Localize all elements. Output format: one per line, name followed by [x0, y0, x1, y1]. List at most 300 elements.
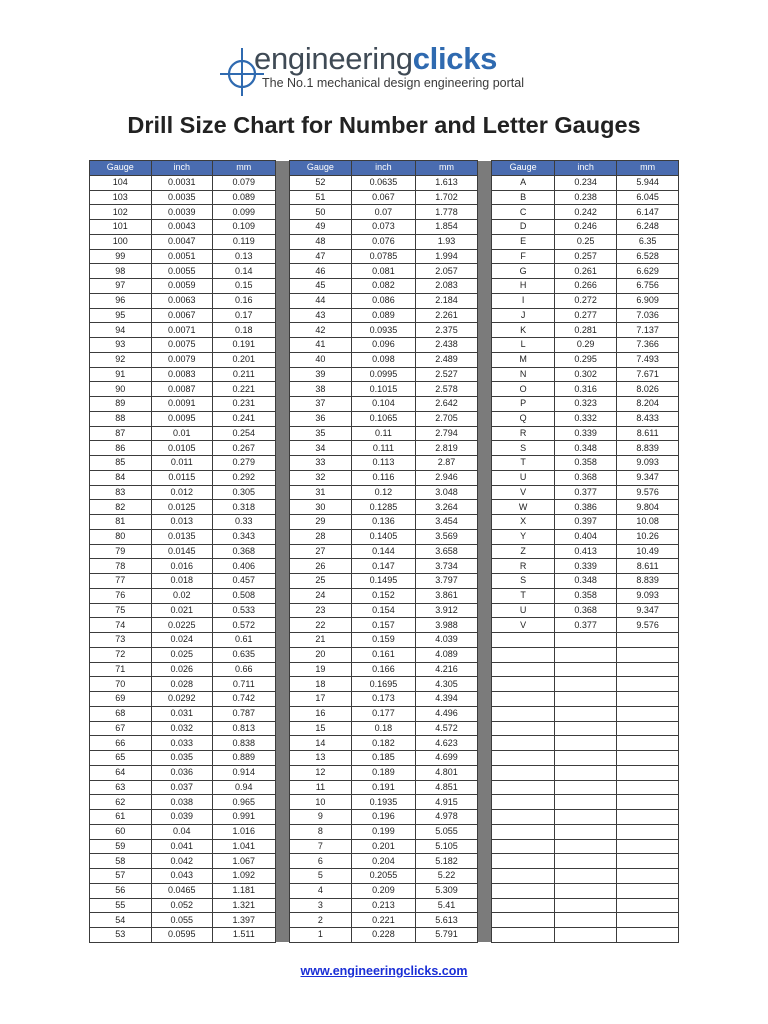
cell-mm: 10.49 — [617, 544, 679, 559]
cell-inch: 0.012 — [151, 485, 213, 500]
cell-mm: 0.17 — [213, 308, 276, 323]
cell-inch: 0.0095 — [151, 411, 213, 426]
cell-inch: 0.221 — [352, 913, 416, 928]
cell-mm: 0.079 — [213, 175, 276, 190]
cell-mm: 1.854 — [415, 220, 478, 235]
column-separator — [478, 780, 492, 795]
cell-mm — [617, 677, 679, 692]
cell-mm: 0.813 — [213, 721, 276, 736]
cell-gauge: 58 — [90, 854, 152, 869]
column-separator — [478, 736, 492, 751]
cell-gauge: 5 — [289, 869, 352, 884]
cell-inch: 0.111 — [352, 441, 416, 456]
cell-mm: 0.089 — [213, 190, 276, 205]
cell-mm — [617, 706, 679, 721]
cell-inch: 0.386 — [554, 500, 617, 515]
column-separator — [275, 913, 289, 928]
column-separator — [478, 411, 492, 426]
cell-inch: 0.0935 — [352, 323, 416, 338]
cell-mm: 0.533 — [213, 603, 276, 618]
table-row — [90, 574, 679, 589]
cell-inch: 0.348 — [554, 574, 617, 589]
cell-inch: 0.302 — [554, 367, 617, 382]
cell-gauge: R — [492, 559, 555, 574]
cell-mm: 0.18 — [213, 323, 276, 338]
cell-gauge: J — [492, 308, 555, 323]
cell-inch — [554, 692, 617, 707]
cell-inch — [554, 780, 617, 795]
cell-inch: 0.067 — [352, 190, 416, 205]
cell-mm: 9.093 — [617, 588, 679, 603]
cell-inch: 0.177 — [352, 706, 416, 721]
cell-inch: 0.082 — [352, 279, 416, 294]
cell-gauge: 11 — [289, 780, 352, 795]
cell-inch: 0.234 — [554, 175, 617, 190]
cell-mm — [617, 795, 679, 810]
cell-gauge: 34 — [289, 441, 352, 456]
table-row — [90, 751, 679, 766]
cell-gauge — [492, 913, 555, 928]
cell-gauge: 15 — [289, 721, 352, 736]
column-separator — [275, 352, 289, 367]
cell-inch: 0.0031 — [151, 175, 213, 190]
cell-inch: 0.018 — [151, 574, 213, 589]
column-separator — [478, 190, 492, 205]
column-separator — [478, 279, 492, 294]
cell-inch: 0.1935 — [352, 795, 416, 810]
table-row — [90, 367, 679, 382]
column-separator — [275, 161, 289, 176]
cell-gauge: 92 — [90, 352, 152, 367]
cell-mm: 2.946 — [415, 470, 478, 485]
column-separator — [478, 397, 492, 412]
cell-inch: 0.166 — [352, 662, 416, 677]
column-header-mm: mm — [213, 161, 276, 176]
column-separator — [275, 633, 289, 648]
column-separator — [275, 249, 289, 264]
cell-gauge: C — [492, 205, 555, 220]
cell-mm: 5.182 — [415, 854, 478, 869]
cell-inch: 0.377 — [554, 485, 617, 500]
column-separator — [275, 529, 289, 544]
cell-gauge — [492, 662, 555, 677]
column-separator — [275, 485, 289, 500]
cell-gauge: 71 — [90, 662, 152, 677]
cell-gauge: 3 — [289, 898, 352, 913]
cell-inch: 0.1065 — [352, 411, 416, 426]
cell-gauge: 46 — [289, 264, 352, 279]
cell-gauge: 97 — [90, 279, 152, 294]
cell-gauge — [492, 883, 555, 898]
cell-inch — [554, 928, 617, 943]
cell-mm: 0.119 — [213, 234, 276, 249]
column-separator — [478, 293, 492, 308]
cell-mm: 0.292 — [213, 470, 276, 485]
cell-gauge: 76 — [90, 588, 152, 603]
cell-mm: 4.089 — [415, 647, 478, 662]
cell-mm: 0.241 — [213, 411, 276, 426]
cell-inch: 0.0115 — [151, 470, 213, 485]
cell-mm: 0.742 — [213, 692, 276, 707]
cell-inch: 0.0055 — [151, 264, 213, 279]
cell-inch: 0.0079 — [151, 352, 213, 367]
cell-inch: 0.281 — [554, 323, 617, 338]
table-row — [90, 647, 679, 662]
cell-mm: 8.839 — [617, 441, 679, 456]
cell-gauge: 93 — [90, 338, 152, 353]
column-separator — [478, 898, 492, 913]
cell-gauge: 81 — [90, 515, 152, 530]
cell-mm: 0.61 — [213, 633, 276, 648]
cell-mm: 4.801 — [415, 765, 478, 780]
cell-gauge: 39 — [289, 367, 352, 382]
cell-inch: 0.037 — [151, 780, 213, 795]
cell-gauge — [492, 751, 555, 766]
cell-mm: 6.35 — [617, 234, 679, 249]
cell-gauge: 99 — [90, 249, 152, 264]
table-row — [90, 500, 679, 515]
table-row — [90, 544, 679, 559]
table-row — [90, 515, 679, 530]
table-row — [90, 279, 679, 294]
table-row — [90, 426, 679, 441]
column-separator — [478, 810, 492, 825]
cell-gauge: 12 — [289, 765, 352, 780]
cell-mm — [617, 736, 679, 751]
cell-mm: 0.343 — [213, 529, 276, 544]
cell-mm: 3.264 — [415, 500, 478, 515]
logo-word-engineering: engineering — [254, 41, 413, 76]
cell-mm — [617, 647, 679, 662]
column-separator — [478, 721, 492, 736]
cell-mm: 8.026 — [617, 382, 679, 397]
cell-mm: 0.838 — [213, 736, 276, 751]
cell-inch: 0.0063 — [151, 293, 213, 308]
cell-mm: 2.083 — [415, 279, 478, 294]
cell-gauge: K — [492, 323, 555, 338]
cell-inch: 0.073 — [352, 220, 416, 235]
cell-mm: 0.191 — [213, 338, 276, 353]
cell-mm: 5.105 — [415, 839, 478, 854]
cell-gauge: 16 — [289, 706, 352, 721]
cell-mm: 2.87 — [415, 456, 478, 471]
column-separator — [478, 869, 492, 884]
cell-gauge: M — [492, 352, 555, 367]
cell-mm: 7.137 — [617, 323, 679, 338]
cell-inch: 0.02 — [151, 588, 213, 603]
cell-gauge: U — [492, 470, 555, 485]
cell-gauge: 56 — [90, 883, 152, 898]
cell-mm: 2.527 — [415, 367, 478, 382]
cell-gauge: 45 — [289, 279, 352, 294]
cell-gauge: 35 — [289, 426, 352, 441]
cell-mm — [617, 751, 679, 766]
cell-gauge: O — [492, 382, 555, 397]
cell-inch — [554, 721, 617, 736]
cell-inch: 0.199 — [352, 824, 416, 839]
cell-inch: 0.0091 — [151, 397, 213, 412]
cell-inch — [554, 898, 617, 913]
cell-mm: 6.045 — [617, 190, 679, 205]
cell-inch: 0.0595 — [151, 928, 213, 943]
cell-mm: 1.321 — [213, 898, 276, 913]
table-row — [90, 839, 679, 854]
cell-gauge: 53 — [90, 928, 152, 943]
column-separator — [275, 515, 289, 530]
column-separator — [275, 293, 289, 308]
cell-inch: 0.182 — [352, 736, 416, 751]
cell-gauge — [492, 765, 555, 780]
column-separator — [275, 470, 289, 485]
logo-word-clicks: clicks — [412, 41, 498, 76]
cell-gauge: 95 — [90, 308, 152, 323]
column-separator — [478, 382, 492, 397]
table-row — [90, 382, 679, 397]
cell-inch: 0.0105 — [151, 441, 213, 456]
cell-mm: 3.861 — [415, 588, 478, 603]
cell-gauge: 78 — [90, 559, 152, 574]
table-row — [90, 411, 679, 426]
column-separator — [275, 692, 289, 707]
cell-inch: 0.04 — [151, 824, 213, 839]
cell-gauge: 68 — [90, 706, 152, 721]
cell-mm — [617, 824, 679, 839]
table-row — [90, 898, 679, 913]
page-title: Drill Size Chart for Number and Letter Gauges — [127, 112, 641, 138]
column-separator — [275, 574, 289, 589]
cell-inch: 0.173 — [352, 692, 416, 707]
table-row — [90, 633, 679, 648]
table-row — [90, 338, 679, 353]
cell-inch: 0.089 — [352, 308, 416, 323]
column-separator — [478, 883, 492, 898]
table-row — [90, 736, 679, 751]
table-row — [90, 692, 679, 707]
cell-inch: 0.261 — [554, 264, 617, 279]
cell-mm: 7.671 — [617, 367, 679, 382]
cell-gauge: 60 — [90, 824, 152, 839]
cell-gauge — [492, 780, 555, 795]
cell-gauge: R — [492, 426, 555, 441]
cell-mm: 3.734 — [415, 559, 478, 574]
cell-gauge: G — [492, 264, 555, 279]
cell-mm: 3.454 — [415, 515, 478, 530]
cell-inch: 0.0059 — [151, 279, 213, 294]
cell-inch: 0.052 — [151, 898, 213, 913]
table-row — [90, 441, 679, 456]
column-separator — [275, 426, 289, 441]
column-header-inch: inch — [352, 161, 416, 176]
cell-inch: 0.161 — [352, 647, 416, 662]
cell-mm: 2.642 — [415, 397, 478, 412]
cell-gauge: S — [492, 574, 555, 589]
cell-gauge: 52 — [289, 175, 352, 190]
table-row — [90, 869, 679, 884]
column-separator — [478, 706, 492, 721]
footer — [0, 964, 768, 978]
cell-inch: 0.0087 — [151, 382, 213, 397]
column-header-gauge: Gauge — [492, 161, 555, 176]
cell-inch: 0.0292 — [151, 692, 213, 707]
cell-gauge: 63 — [90, 780, 152, 795]
cell-inch: 0.0135 — [151, 529, 213, 544]
cell-gauge: 104 — [90, 175, 152, 190]
cell-gauge — [492, 839, 555, 854]
cell-inch: 0.228 — [352, 928, 416, 943]
cell-mm: 1.511 — [213, 928, 276, 943]
footer-website-link[interactable]: www.engineeringclicks.com — [300, 964, 468, 978]
cell-gauge — [492, 795, 555, 810]
cell-inch: 0.377 — [554, 618, 617, 633]
cell-gauge: 32 — [289, 470, 352, 485]
cell-mm: 3.797 — [415, 574, 478, 589]
column-separator — [478, 529, 492, 544]
column-separator — [275, 588, 289, 603]
cell-mm: 9.576 — [617, 485, 679, 500]
cell-mm — [617, 839, 679, 854]
column-separator — [275, 706, 289, 721]
cell-gauge: 79 — [90, 544, 152, 559]
cell-mm: 4.915 — [415, 795, 478, 810]
cell-gauge: 96 — [90, 293, 152, 308]
cell-gauge: 36 — [289, 411, 352, 426]
cell-mm: 0.279 — [213, 456, 276, 471]
cell-mm: 6.248 — [617, 220, 679, 235]
cell-mm: 0.508 — [213, 588, 276, 603]
cell-inch — [554, 824, 617, 839]
cell-mm: 2.261 — [415, 308, 478, 323]
cell-gauge: 87 — [90, 426, 152, 441]
cell-gauge: 38 — [289, 382, 352, 397]
table-header — [90, 161, 679, 176]
column-separator — [478, 234, 492, 249]
column-separator — [478, 765, 492, 780]
cell-inch: 0.1405 — [352, 529, 416, 544]
table-row — [90, 352, 679, 367]
cell-gauge: N — [492, 367, 555, 382]
cell-inch: 0.12 — [352, 485, 416, 500]
drill-size-table — [89, 160, 679, 943]
cell-mm: 2.578 — [415, 382, 478, 397]
table-row — [90, 308, 679, 323]
cell-gauge: 26 — [289, 559, 352, 574]
table-row — [90, 810, 679, 825]
table-row — [90, 220, 679, 235]
cell-gauge: 80 — [90, 529, 152, 544]
cell-mm: 1.041 — [213, 839, 276, 854]
cell-mm: 2.375 — [415, 323, 478, 338]
cell-inch: 0.011 — [151, 456, 213, 471]
cell-mm: 2.794 — [415, 426, 478, 441]
table-row — [90, 205, 679, 220]
cell-gauge: 59 — [90, 839, 152, 854]
column-separator — [275, 559, 289, 574]
cell-mm: 0.635 — [213, 647, 276, 662]
column-separator — [275, 338, 289, 353]
cell-inch: 0.11 — [352, 426, 416, 441]
cell-gauge — [492, 706, 555, 721]
cell-inch — [554, 883, 617, 898]
cell-inch: 0.0071 — [151, 323, 213, 338]
cell-mm: 9.093 — [617, 456, 679, 471]
cell-mm: 7.366 — [617, 338, 679, 353]
cell-gauge: 31 — [289, 485, 352, 500]
column-separator — [478, 338, 492, 353]
column-separator — [275, 190, 289, 205]
cell-mm: 1.092 — [213, 869, 276, 884]
cell-gauge: 100 — [90, 234, 152, 249]
cell-mm: 4.851 — [415, 780, 478, 795]
cell-mm: 3.569 — [415, 529, 478, 544]
column-separator — [275, 500, 289, 515]
cell-mm: 7.036 — [617, 308, 679, 323]
cell-mm: 0.406 — [213, 559, 276, 574]
cell-mm: 4.305 — [415, 677, 478, 692]
column-header-gauge: Gauge — [289, 161, 352, 176]
column-separator — [275, 824, 289, 839]
column-separator — [478, 441, 492, 456]
table-row — [90, 780, 679, 795]
cell-inch: 0.18 — [352, 721, 416, 736]
cell-inch: 0.032 — [151, 721, 213, 736]
cell-mm: 2.438 — [415, 338, 478, 353]
cell-inch: 0.152 — [352, 588, 416, 603]
cell-gauge: B — [492, 190, 555, 205]
column-separator — [478, 692, 492, 707]
cell-gauge: T — [492, 456, 555, 471]
cell-mm: 6.147 — [617, 205, 679, 220]
cell-inch — [554, 677, 617, 692]
cell-gauge: 57 — [90, 869, 152, 884]
cell-mm: 0.368 — [213, 544, 276, 559]
cell-gauge — [492, 824, 555, 839]
cell-gauge: 66 — [90, 736, 152, 751]
table-row — [90, 928, 679, 943]
column-separator — [478, 588, 492, 603]
cell-mm: 8.611 — [617, 559, 679, 574]
cell-mm: 5.944 — [617, 175, 679, 190]
cell-mm: 5.41 — [415, 898, 478, 913]
table-row — [90, 456, 679, 471]
column-separator — [478, 323, 492, 338]
column-separator — [478, 161, 492, 176]
cell-inch: 0.0067 — [151, 308, 213, 323]
cell-mm — [617, 692, 679, 707]
cell-mm — [617, 869, 679, 884]
column-separator — [275, 367, 289, 382]
cell-inch: 0.076 — [352, 234, 416, 249]
cell-mm — [617, 883, 679, 898]
cell-gauge: 8 — [289, 824, 352, 839]
cell-mm: 8.433 — [617, 411, 679, 426]
column-separator — [478, 352, 492, 367]
cell-mm: 0.94 — [213, 780, 276, 795]
cell-gauge: 98 — [90, 264, 152, 279]
cell-mm: 0.201 — [213, 352, 276, 367]
cell-gauge: 67 — [90, 721, 152, 736]
cell-gauge: 54 — [90, 913, 152, 928]
cell-gauge: X — [492, 515, 555, 530]
table-row — [90, 662, 679, 677]
cell-gauge: 33 — [289, 456, 352, 471]
cell-mm: 2.819 — [415, 441, 478, 456]
cell-inch — [554, 869, 617, 884]
cell-mm: 5.791 — [415, 928, 478, 943]
cell-gauge: V — [492, 618, 555, 633]
table-row — [90, 293, 679, 308]
cell-inch: 0.348 — [554, 441, 617, 456]
cell-mm: 0.991 — [213, 810, 276, 825]
